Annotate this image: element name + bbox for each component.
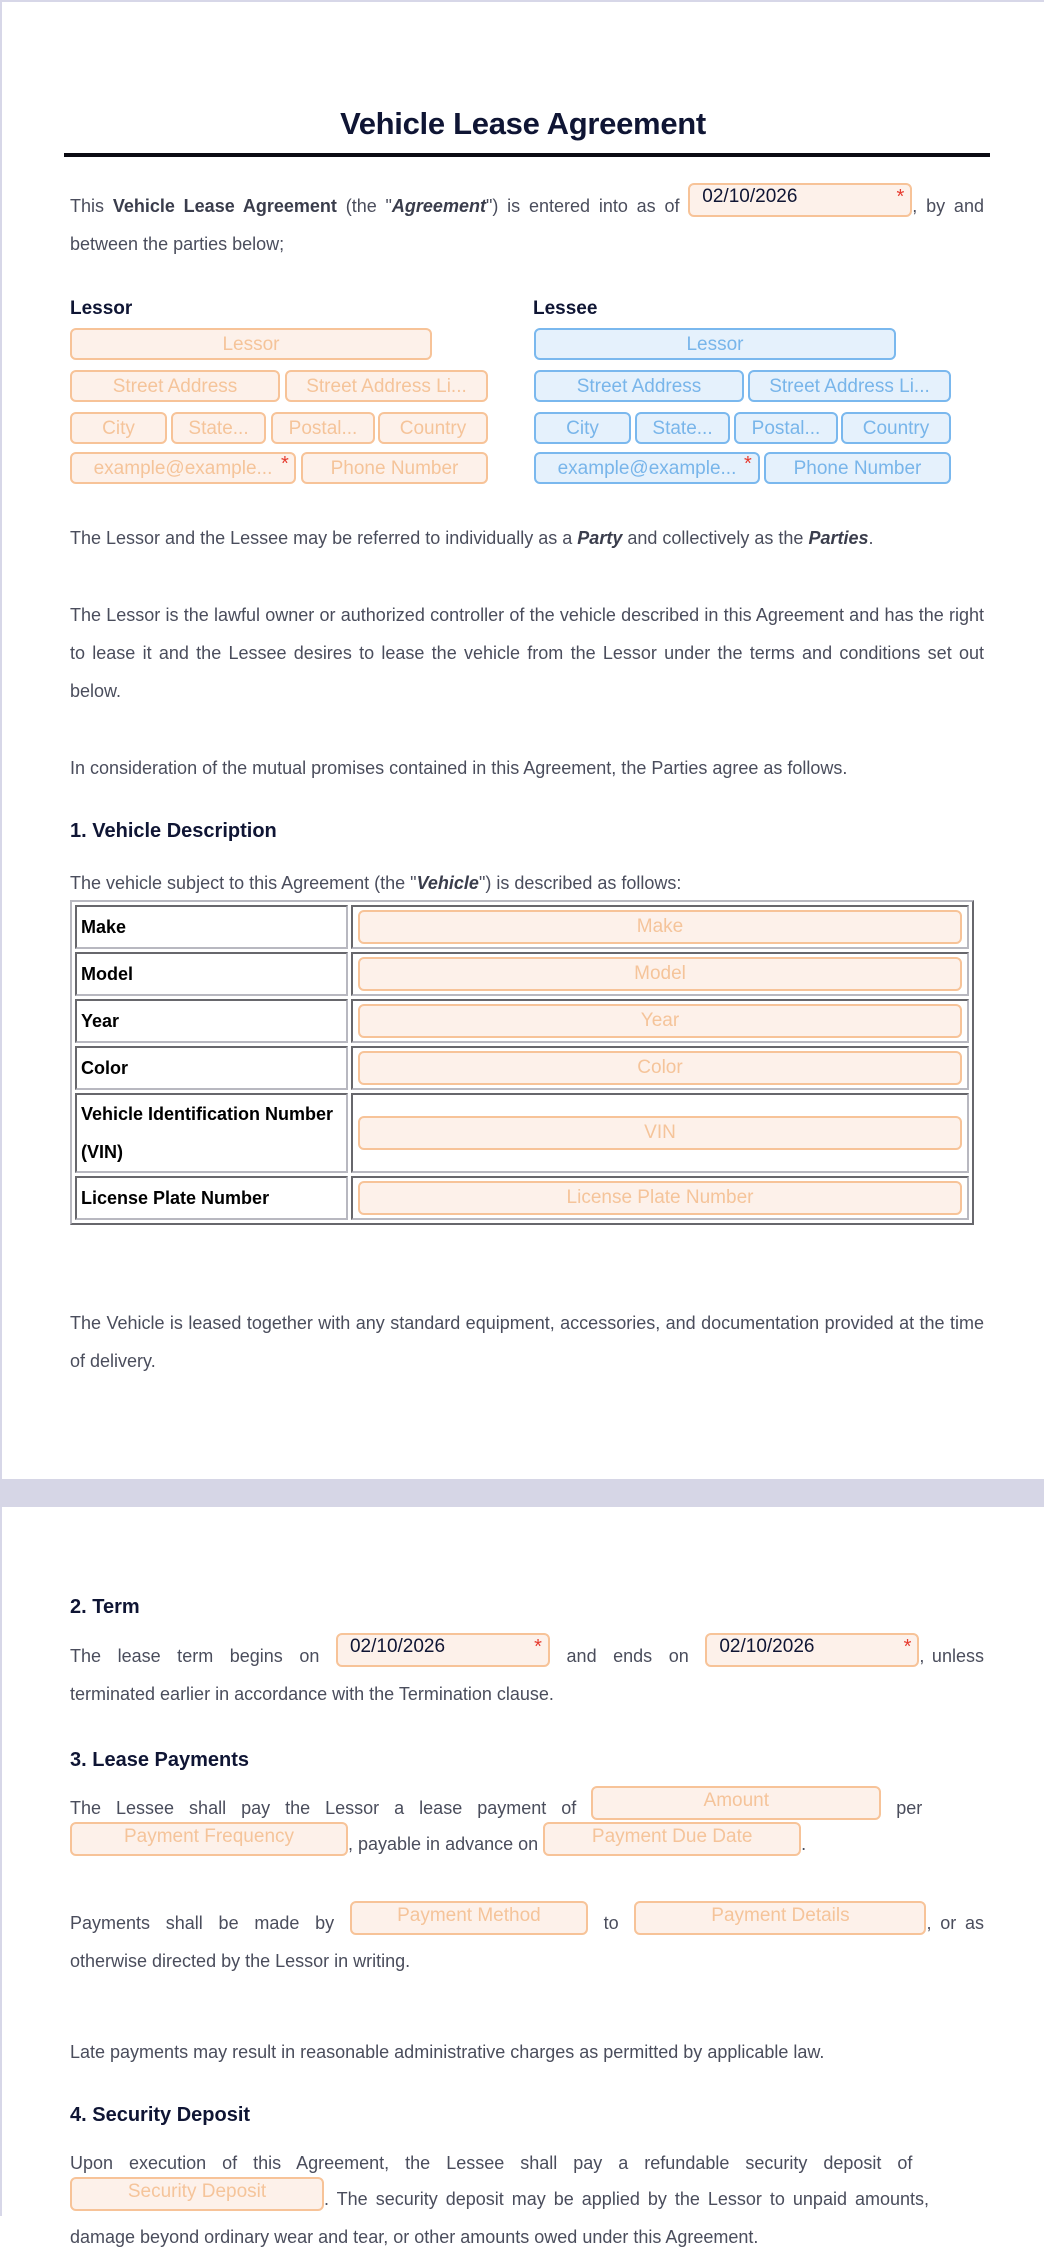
row-label-color: Color (75, 1046, 348, 1090)
lessee-state-field[interactable]: State... (635, 412, 730, 444)
party-term: Party (577, 528, 623, 548)
make-field[interactable]: Make (358, 910, 962, 944)
lessee-street-field[interactable]: Street Address (534, 370, 744, 402)
table-row (75, 1093, 969, 1173)
consideration-paragraph: In consideration of the mutual promises contained in this Agreement, the Parties agree as follows. (70, 758, 848, 778)
lessor-postal-field[interactable]: Postal... (271, 412, 375, 444)
lessor-state-field[interactable]: State... (171, 412, 266, 444)
lessor-street2-field[interactable]: Street Address Li... (285, 370, 488, 402)
payment-due-date-field[interactable]: Payment Due Date (543, 1822, 801, 1856)
term-text: and ends on (566, 1646, 689, 1666)
required-marker: * (744, 453, 752, 475)
term-end-date-field[interactable] (705, 1633, 919, 1667)
payment-method-field[interactable]: Payment Method (350, 1901, 588, 1935)
term-start-date-value: 02/10/2026 (349, 1636, 446, 1658)
section-2-heading: 2. Term (70, 1596, 140, 1618)
lessee-city-field[interactable]: City (534, 412, 631, 444)
lessor-email-placeholder: example@example... (93, 458, 273, 479)
lessor-email-field[interactable] (70, 452, 296, 484)
agreement-name: Vehicle Lease Agreement (112, 196, 337, 216)
lessor-name-field[interactable]: Lessor (70, 328, 432, 360)
parties-term: Parties (808, 528, 869, 548)
required-marker: * (896, 186, 905, 209)
payment-method-text: , or as otherwise directed by the Lessor in writing. (70, 1913, 984, 1971)
ownership-paragraph: The Lessor is the lawful owner or authorized controller of the vehicle described in this Agreement and has the right to lease it and the Lessee desires to lease the vehicle from the Lessor under the terms and conditions set out below. (70, 605, 984, 701)
term-start-date-field[interactable] (336, 1633, 550, 1667)
security-deposit-paragraph-line-2 (70, 2180, 984, 2218)
intro-text: This (70, 196, 113, 216)
section-3-heading: 3. Lease Payments (70, 1749, 249, 1771)
vehicle-term: Vehicle (416, 873, 479, 893)
row-label-model: Model (75, 952, 348, 996)
payment-text: The Lessee shall pay the Lessor a lease payment of (70, 1798, 577, 1818)
payment-text: per (896, 1798, 923, 1818)
term-end-date-value: 02/10/2026 (719, 1636, 815, 1658)
intro-text: ") is entered into as of (485, 196, 680, 216)
row-label-license-plate: License Plate Number (75, 1176, 348, 1220)
lessor-country-field[interactable]: Country (378, 412, 488, 444)
vehicle-equipment-paragraph: The Vehicle is leased together with any standard equipment, accessories, and documentation provided at the time of delivery. (70, 1313, 984, 1371)
lessee-label: Lessee (533, 298, 598, 319)
table-row (75, 999, 969, 1043)
parties-text: and collectively as the (622, 528, 809, 548)
lessee-phone-field[interactable]: Phone Number (764, 452, 951, 484)
title-divider (64, 153, 990, 157)
year-field[interactable]: Year (358, 1004, 962, 1038)
payment-frequency-field[interactable]: Payment Frequency (70, 1822, 348, 1856)
lessor-street-field[interactable]: Street Address (70, 370, 280, 402)
lessor-phone-field[interactable]: Phone Number (301, 452, 488, 484)
document-title: Vehicle Lease Agreement (340, 106, 706, 141)
table-row (75, 905, 969, 949)
required-marker: * (281, 453, 289, 475)
lessee-email-placeholder: example@example... (557, 458, 737, 479)
term-text: The lease term begins on (70, 1646, 320, 1666)
vehicle-description-table (70, 900, 974, 1225)
required-marker: * (534, 1636, 542, 1659)
agreement-date-value: 02/10/2026 (702, 186, 798, 208)
security-deposit-paragraph-line-3: damage beyond ordinary wear and tear, or other amounts owed under this Agreement. (70, 2227, 759, 2247)
parties-text: The Lessor and the Lessee may be referred to individually as a (70, 528, 578, 548)
required-marker: * (903, 1636, 912, 1659)
lessee-street2-field[interactable]: Street Address Li... (748, 370, 951, 402)
deposit-text: . The security deposit may be applied by the Lessor to unpaid amounts, (324, 2189, 930, 2209)
amount-field[interactable]: Amount (591, 1786, 881, 1820)
parties-paragraph (70, 519, 984, 557)
license-plate-field[interactable]: License Plate Number (358, 1181, 962, 1215)
security-deposit-field[interactable]: Security Deposit (70, 2177, 324, 2211)
table-row (75, 1046, 969, 1090)
table-row (75, 1176, 969, 1220)
intro-text: (the " (336, 196, 392, 216)
term-paragraph (70, 1637, 984, 1713)
parties-text: . (868, 528, 874, 548)
intro-paragraph (70, 187, 984, 263)
model-field[interactable]: Model (358, 957, 962, 991)
lessee-name-field[interactable]: Lessor (534, 328, 896, 360)
deposit-text: Upon execution of this Agreement, the Lessee shall pay a refundable security deposit of (70, 2153, 913, 2173)
vehicle-intro-paragraph (70, 864, 984, 902)
document-page-2 (0, 1507, 1044, 2247)
lessee-email-field[interactable] (534, 452, 760, 484)
payment-paragraph-line-2 (70, 1825, 984, 1863)
lessor-label: Lessor (70, 298, 133, 319)
agreement-term: Agreement (391, 196, 486, 216)
row-label-year: Year (75, 999, 348, 1043)
lessee-postal-field[interactable]: Postal... (734, 412, 838, 444)
payment-details-field[interactable]: Payment Details (634, 1901, 926, 1935)
section-1-heading: 1. Vehicle Description (70, 820, 277, 842)
section-4-heading: 4. Security Deposit (70, 2104, 251, 2126)
intro-text: , by and between the parties below; (70, 196, 984, 254)
vehicle-intro-text: The vehicle subject to this Agreement (the " (70, 873, 417, 893)
payment-text: , payable in advance on (348, 1834, 539, 1854)
vehicle-intro-text: ") is described as follows: (478, 873, 682, 893)
lessor-city-field[interactable]: City (70, 412, 167, 444)
lessee-country-field[interactable]: Country (841, 412, 951, 444)
color-field[interactable]: Color (358, 1051, 962, 1085)
term-text: , unless terminated earlier in accordance with the Termination clause. (70, 1646, 984, 1704)
payment-method-text: Payments shall be made by (70, 1913, 335, 1933)
vin-field[interactable]: VIN (358, 1116, 962, 1150)
table-row (75, 952, 969, 996)
payment-method-text: to (603, 1913, 619, 1933)
payment-method-paragraph (70, 1904, 984, 1980)
page-separator (0, 1479, 1044, 1507)
row-label-make: Make (75, 905, 348, 949)
agreement-date-field[interactable] (688, 183, 912, 217)
payment-text: . (801, 1834, 807, 1854)
row-label-vin: Vehicle Identification Number (VIN) (75, 1093, 348, 1173)
late-payment-paragraph: Late payments may result in reasonable administrative charges as permitted by applicable law. (70, 2042, 825, 2062)
